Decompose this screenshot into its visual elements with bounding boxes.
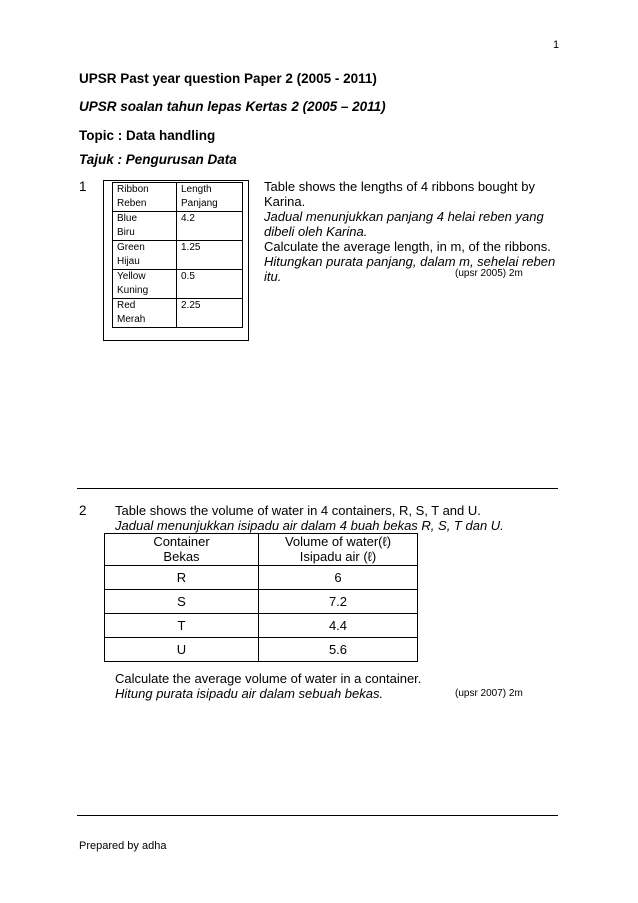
ribbon-table [112,182,243,328]
container-table [104,533,418,662]
header-length: Length [181,184,212,195]
question-1-number: 1 [79,179,87,194]
table-header-row [105,534,418,566]
table-row [105,566,418,590]
ribbon-name: Blue [117,213,138,224]
volume-cell: 6 [259,566,418,590]
volume-cell: 7.2 [259,590,418,614]
title-english: UPSR Past year question Paper 2 (2005 - 2011) [79,71,377,86]
divider-line [77,815,558,816]
container-cell: S [105,590,259,614]
table-row [113,299,243,328]
ribbon-name-malay: Kuning [117,285,149,296]
ribbon-name: Green [117,242,145,253]
header-cell [177,183,243,212]
table-header-row [113,183,243,212]
ribbon-length-cell: 0.5 [177,270,243,299]
container-cell: R [105,566,259,590]
question-1-line: Calculate the average length, in m, of the ribbons. [264,239,551,254]
header-reben: Reben [117,198,147,209]
header-container-my: Bekas [163,549,200,564]
table-row [105,614,418,638]
ribbon-name-malay: Biru [117,227,135,238]
divider-line [77,488,558,489]
header-volume-my: Isipadu air (ℓ) [299,549,377,564]
ribbon-length-cell: 1.25 [177,241,243,270]
ribbon-name-cell [113,299,177,328]
ribbon-table-frame [103,180,249,341]
question-2-source: (upsr 2007) 2m [455,688,523,699]
table-row [113,212,243,241]
ribbon-length-cell: 4.2 [177,212,243,241]
question-1-source: (upsr 2005) 2m [455,268,523,279]
topic-english: Topic : Data handling [79,128,216,143]
ribbon-name: Yellow [117,271,146,282]
volume-cell: 5.6 [259,638,418,662]
ribbon-length-cell: 2.25 [177,299,243,328]
table-row [105,590,418,614]
ribbon-name-cell [113,212,177,241]
header-panjang: Panjang [181,198,218,209]
header-cell [113,183,177,212]
ribbon-name-malay: Hijau [117,256,140,267]
question-1-line: Table shows the lengths of 4 ribbons bought by [264,179,536,194]
title-malay: UPSR soalan tahun lepas Kertas 2 (2005 – 2011) [79,99,386,114]
question-1-line: dibeli oleh Karina. [264,224,368,239]
volume-cell: 4.4 [259,614,418,638]
table-row [113,241,243,270]
question-2-line: Jadual menunjukkan isipadu air dalam 4 buah bekas R, S, T dan U. [115,518,504,533]
ribbon-name-malay: Merah [117,314,146,325]
container-cell: T [105,614,259,638]
table-row [105,638,418,662]
ribbon-name-cell [113,241,177,270]
question-2-number: 2 [79,503,87,518]
question-2-line: Calculate the average volume of water in a container. [115,671,422,686]
header-volume [259,534,418,566]
page-number: 1 [553,39,560,51]
question-1-line: Jadual menunjukkan panjang 4 helai reben yang [264,209,544,224]
table-row [113,270,243,299]
topic-malay: Tajuk : Pengurusan Data [79,152,237,167]
question-1-line: itu. [264,269,282,284]
footer-text: Prepared by adha [79,840,167,852]
ribbon-name: Red [117,300,136,311]
ribbon-name-cell [113,270,177,299]
question-1-line: Karina. [264,194,306,209]
container-cell: U [105,638,259,662]
question-2-line: Hitung purata isipadu air dalam sebuah bekas. [115,686,384,701]
question-1-line: Hitungkan purata panjang, dalam m, sehelai reben [264,254,556,269]
header-container [105,534,259,566]
header-volume-en: Volume of water(ℓ) [284,534,392,549]
header-container-en: Container [153,534,210,549]
question-2-line: Table shows the volume of water in 4 containers, R, S, T and U. [115,503,481,518]
header-ribbon: Ribbon [117,184,149,195]
